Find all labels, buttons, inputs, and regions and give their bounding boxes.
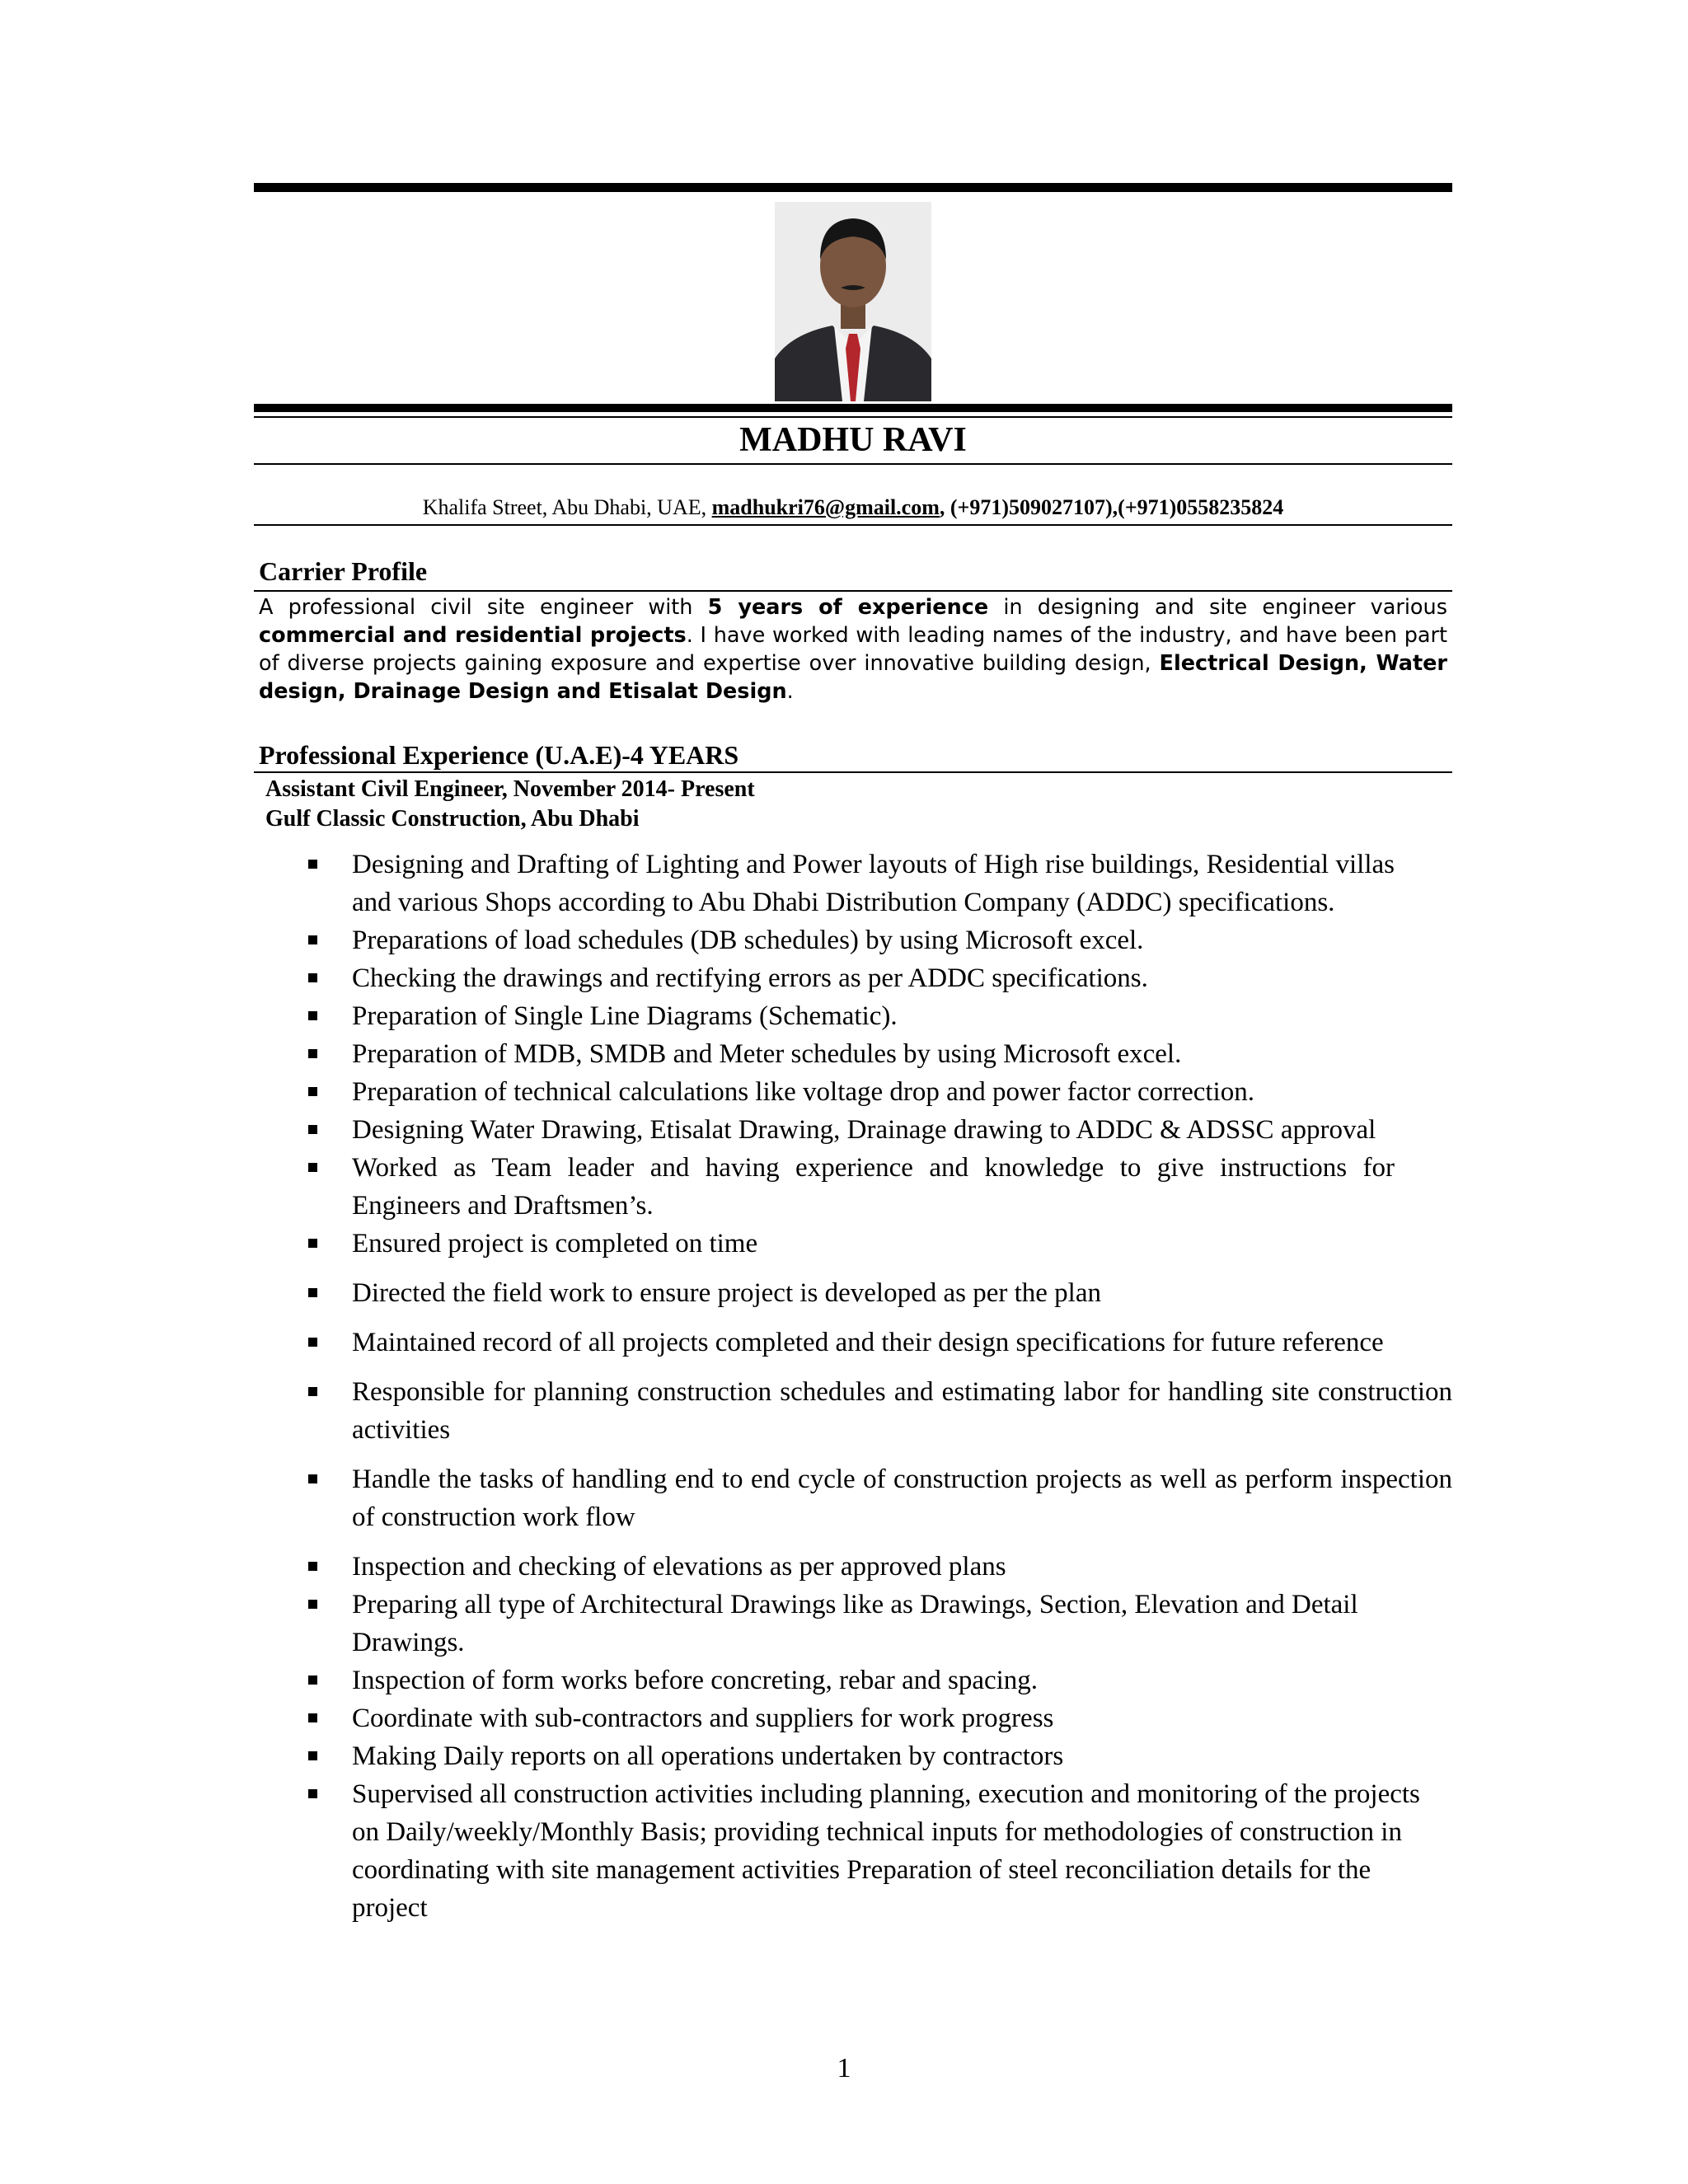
square-bullet-icon xyxy=(308,1600,317,1609)
list-item xyxy=(305,1111,1452,1149)
job-title: Assistant Civil Engineer, November 2014- Present xyxy=(265,776,755,802)
list-item-text: Making Daily reports on all operations undertaken by contractors xyxy=(352,1741,1064,1771)
list-item-text: Supervised all construction activities including planning, execution and monitoring of the projects on Daily/weekly/Monthly Basis; providing technical inputs for methodologies of construction in coordinating with site management activities Preparation of steel reconciliation details for the project xyxy=(352,1779,1420,1923)
list-item-text: Worked as Team leader and having experience and knowledge to give instructions for Engineers and Draftsmen’s. xyxy=(352,1153,1395,1221)
list-item xyxy=(305,1737,1452,1775)
profile-highlight-projects: commercial and residential projects xyxy=(259,623,687,648)
list-item-text: Preparations of load schedules (DB schedules) by using Microsoft excel. xyxy=(352,926,1144,955)
top-rule xyxy=(254,183,1452,192)
list-item xyxy=(305,997,1452,1035)
list-item-text: Inspection of form works before concreting, rebar and spacing. xyxy=(352,1666,1039,1695)
section-rule-experience xyxy=(254,771,1452,773)
square-bullet-icon xyxy=(308,973,317,982)
list-item-text: Designing and Drafting of Lighting and Power layouts of High rise buildings, Residential villas and various Shops according to Abu Dhabi Distribution Company (ADDC) specifications. xyxy=(352,850,1395,917)
square-bullet-icon xyxy=(308,1713,317,1722)
square-bullet-icon xyxy=(308,1675,317,1685)
list-item xyxy=(305,1073,1452,1111)
section-title-profile: Carrier Profile xyxy=(259,556,428,586)
square-bullet-icon xyxy=(308,1288,317,1297)
candidate-name: MADHU RAVI xyxy=(739,421,967,459)
list-item xyxy=(305,921,1452,959)
section-title-experience: Professional Experience (U.A.E)-4 YEARS xyxy=(259,740,739,770)
list-item xyxy=(305,1149,1452,1225)
square-bullet-icon xyxy=(308,1011,317,1020)
list-item-text: Preparation of Single Line Diagrams (Schematic). xyxy=(352,1001,898,1031)
square-bullet-icon xyxy=(308,860,317,869)
list-item-text: Handle the tasks of handling end to end cycle of construction projects as well as perform inspection of construction work flow xyxy=(352,1465,1452,1532)
profile-text-3: . I have worked with leading names of the industry, and have been part of diverse projects gaining exposure and expertise over innovative building design, xyxy=(259,623,1448,676)
list-item-text: Coordinate with sub-contractors and suppliers for work progress xyxy=(352,1704,1054,1733)
list-item-text: Inspection and checking of elevations as per approved plans xyxy=(352,1552,1006,1582)
name-underline xyxy=(254,463,1452,465)
list-item xyxy=(305,1324,1452,1361)
list-item-text: Responsible for planning construction schedules and estimating labor for handling site construction activities xyxy=(352,1377,1452,1445)
profile-highlight-years: 5 years of experience xyxy=(707,595,989,620)
profile-summary xyxy=(259,593,1447,705)
profile-photo xyxy=(775,202,931,401)
list-item-text: Ensured project is completed on time xyxy=(352,1229,758,1258)
list-item xyxy=(305,1661,1452,1699)
list-item xyxy=(305,1460,1452,1536)
square-bullet-icon xyxy=(308,1239,317,1248)
profile-text-2: in designing and site engineer various xyxy=(988,595,1447,620)
square-bullet-icon xyxy=(308,1387,317,1396)
list-item xyxy=(305,959,1452,997)
list-item-text: Maintained record of all projects completed and their design specifications for future reference xyxy=(352,1328,1384,1357)
header-rule-thick xyxy=(254,404,1452,412)
page-number: 1 xyxy=(837,2053,851,2083)
list-item-text: Preparing all type of Architectural Drawings like as Drawings, Section, Elevation and Detail Drawings. xyxy=(352,1590,1358,1657)
contact-line xyxy=(254,491,1452,524)
profile-text-1: A professional civil site engineer with xyxy=(259,595,708,620)
list-item xyxy=(305,1699,1452,1737)
list-item xyxy=(305,1373,1452,1449)
list-item xyxy=(305,1035,1452,1073)
list-item xyxy=(305,1775,1452,1927)
square-bullet-icon xyxy=(308,1562,317,1571)
square-bullet-icon xyxy=(308,1125,317,1134)
company-name: Gulf Classic Construction, Abu Dhabi xyxy=(265,806,640,832)
section-rule-profile xyxy=(254,590,1452,592)
square-bullet-icon xyxy=(308,1049,317,1058)
phone-numbers: , (+971)509027107),(+971)0558235824 xyxy=(939,495,1284,519)
profile-photo-image xyxy=(775,202,931,401)
responsibilities-list xyxy=(305,846,1452,1927)
list-item xyxy=(305,1274,1452,1312)
square-bullet-icon xyxy=(308,1751,317,1760)
list-item-text: Designing Water Drawing, Etisalat Drawing, Drainage drawing to ADDC & ADSSC approval xyxy=(352,1115,1376,1145)
square-bullet-icon xyxy=(308,1338,317,1347)
list-item-text: Directed the field work to ensure project is developed as per the plan xyxy=(352,1278,1101,1308)
list-item xyxy=(305,1586,1452,1661)
square-bullet-icon xyxy=(308,1789,317,1798)
email-link[interactable]: madhukri76@gmail.com xyxy=(711,495,940,519)
list-item-text: Preparation of MDB, SMDB and Meter schedules by using Microsoft excel. xyxy=(352,1039,1182,1069)
list-item-text: Checking the drawings and rectifying errors as per ADDC specifications. xyxy=(352,963,1148,993)
square-bullet-icon xyxy=(308,1474,317,1483)
profile-highlight-designs: Electrical Design, Water design, Drainage Design and Etisalat Design xyxy=(259,651,1448,704)
contact-underline xyxy=(254,524,1452,526)
list-item xyxy=(305,1548,1452,1586)
list-item-text: Preparation of technical calculations like voltage drop and power factor correction. xyxy=(352,1077,1254,1107)
square-bullet-icon xyxy=(308,1163,317,1172)
square-bullet-icon xyxy=(308,935,317,944)
square-bullet-icon xyxy=(308,1087,317,1096)
profile-text-4: . xyxy=(786,679,794,704)
list-item xyxy=(305,1225,1452,1263)
list-item xyxy=(305,846,1448,921)
address: Khalifa Street, Abu Dhabi, UAE, xyxy=(422,495,712,519)
